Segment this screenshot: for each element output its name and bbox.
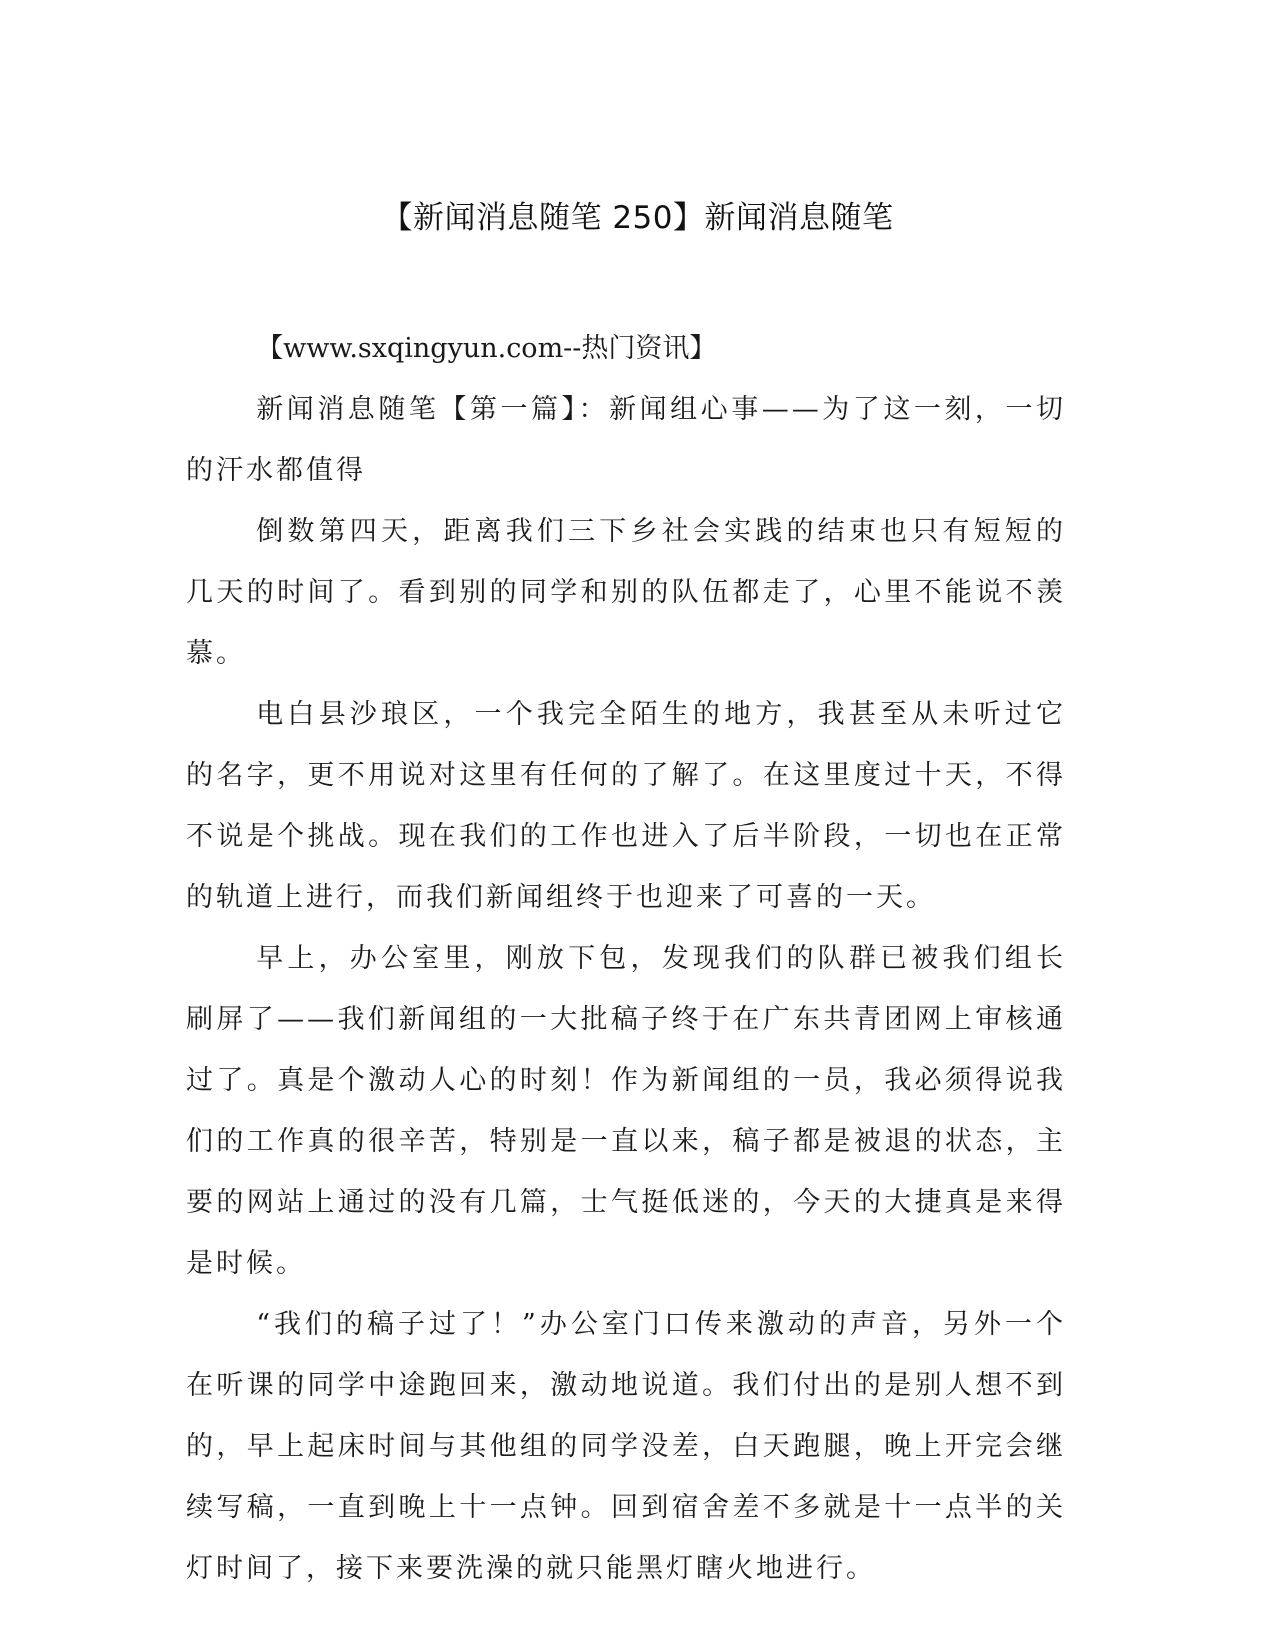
document-body bbox=[186, 318, 1066, 1599]
paragraph-5: “我们的稿子过了！”办公室门口传来激动的声音，另外一个在听课的同学中途跑回来，激动地说道。我们付出的是别人想不到的，早上起床时间与其他组的同学没差，白天跑腿，晚上开完会继续写稿，一直到晚上十一点钟。回到宿舍差不多就是十一点半的关灯时间了，接下来要洗澡的就只能黑灯瞎火地进行。 bbox=[186, 1309, 1066, 1584]
paragraph-2: 倒数第四天，距离我们三下乡社会实践的结束也只有短短的几天的时间了。看到别的同学和别的队伍都走了，心里不能说不羡慕。 bbox=[186, 516, 1066, 669]
paragraph-1: 新闻消息随笔【第一篇】：新闻组心事——为了这一刻，一切的汗水都值得 bbox=[186, 394, 1066, 486]
paragraph-3: 电白县沙琅区，一个我完全陌生的地方，我甚至从未听过它的名字，更不用说对这里有任何的了解了。在这里度过十天，不得不说是个挑战。现在我们的工作也进入了后半阶段，一切也在正常的轨道上进行，而我们新闻组终于也迎来了可喜的一天。 bbox=[186, 699, 1066, 913]
document-title: 【新闻消息随笔 250】新闻消息随笔 bbox=[381, 200, 894, 236]
source-line: 【www.sxqingyun.com--热门资讯】 bbox=[256, 333, 717, 364]
paragraph-4: 早上，办公室里，刚放下包，发现我们的队群已被我们组长刷屏了——我们新闻组的一大批稿子终于在广东共青团网上审核通过了。真是个激动人心的时刻！作为新闻组的一员，我必须得说我们的工作真的很辛苦，特别是一直以来，稿子都是被退的状态，主要的网站上通过的没有几篇，士气挺低迷的，今天的大捷真是来得是时候。 bbox=[186, 943, 1066, 1279]
